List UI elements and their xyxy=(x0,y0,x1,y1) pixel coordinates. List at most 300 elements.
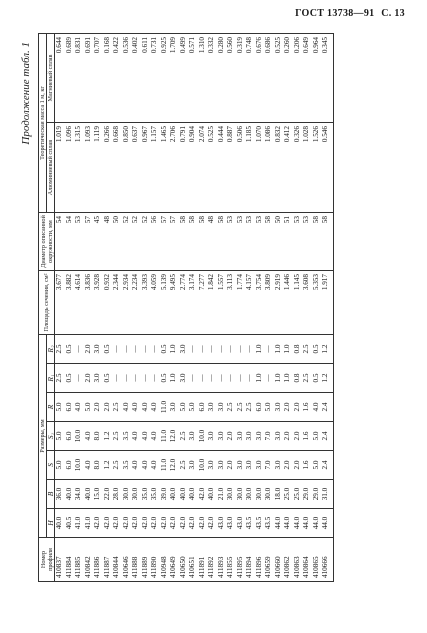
cell-s1: 4.0 xyxy=(141,422,151,451)
table-row xyxy=(274,33,284,581)
table-row xyxy=(264,33,274,581)
cell-s: 5.0 xyxy=(312,451,322,480)
cell-b: 40.0 xyxy=(84,480,94,509)
cell-r1: — xyxy=(264,364,274,393)
header-diameter: Диаметр описанной окружности, мм xyxy=(39,213,55,271)
cell-area: 2.934 xyxy=(122,271,132,335)
cell-r1: 2.5 xyxy=(55,364,65,393)
cell-r1: 3.0 xyxy=(179,364,189,393)
cell-s1: 1.2 xyxy=(103,422,113,451)
cell-r2: 2.0 xyxy=(84,335,94,364)
cell-s1: 5.0 xyxy=(312,422,322,451)
cell-area: 2.234 xyxy=(131,271,141,335)
cell-magnesium-mass: 0.260 xyxy=(283,33,293,122)
cell-profile-no: 411892 xyxy=(207,538,217,582)
cell-profile-no: 410862 xyxy=(283,538,293,582)
cell-aluminum-mass: 0.525 xyxy=(207,123,217,213)
cell-s1: 12.0 xyxy=(169,422,179,451)
cell-r: 5.0 xyxy=(84,393,94,422)
cell-r: 5.0 xyxy=(188,393,198,422)
cell-r2: — xyxy=(264,335,274,364)
cell-aluminum-mass: 1.086 xyxy=(264,123,274,213)
cell-b: 40.0 xyxy=(179,480,189,509)
cell-area: 3.677 xyxy=(55,271,65,335)
cell-aluminum-mass: 1.028 xyxy=(302,123,312,213)
cell-s1: 7.0 xyxy=(264,422,274,451)
cell-s1: 2.0 xyxy=(226,422,236,451)
cell-b: 30.0 xyxy=(255,480,265,509)
cell-h: 40.0 xyxy=(55,509,65,538)
cell-magnesium-mass: 0.525 xyxy=(274,33,284,122)
cell-s1: 4.0 xyxy=(150,422,160,451)
cell-s: 10.0 xyxy=(198,451,208,480)
cell-profile-no: 410646 xyxy=(122,538,132,582)
cell-profile-no: 410837 xyxy=(55,538,65,582)
cell-s: 2.0 xyxy=(226,451,236,480)
cell-diameter: 58 xyxy=(321,213,333,271)
cell-diameter: 50 xyxy=(274,213,284,271)
cell-b: 36.0 xyxy=(55,480,65,509)
table-row xyxy=(84,33,94,581)
table-row xyxy=(160,33,170,581)
cell-h: 43.5 xyxy=(255,509,265,538)
cell-profile-no: 411884 xyxy=(65,538,75,582)
cell-diameter: 58 xyxy=(264,213,274,271)
cell-s1: 3.5 xyxy=(122,422,132,451)
cell-r1: 2.0 xyxy=(84,364,94,393)
header-aluminum: Алюминиевый сплав xyxy=(47,123,55,213)
cell-b: 40.0 xyxy=(65,480,75,509)
cell-s: 3.0 xyxy=(236,451,246,480)
cell-s1: 8.0 xyxy=(93,422,103,451)
cell-diameter: 52 xyxy=(141,213,151,271)
cell-r2: 3.0 xyxy=(93,335,103,364)
cell-b: 30.0 xyxy=(245,480,255,509)
cell-r1: 0.5 xyxy=(312,364,322,393)
cell-profile-no: 411855 xyxy=(226,538,236,582)
cell-magnesium-mass: 0.731 xyxy=(150,33,160,122)
cell-r1: — xyxy=(122,364,132,393)
table-row xyxy=(131,33,141,581)
cell-aluminum-mass: 1.070 xyxy=(255,123,265,213)
cell-r2: — xyxy=(150,335,160,364)
cell-h: 41.0 xyxy=(74,509,84,538)
cell-h: 44.0 xyxy=(293,509,303,538)
cell-diameter: 58 xyxy=(312,213,322,271)
table-row xyxy=(245,33,255,581)
cell-r1: 2.5 xyxy=(302,364,312,393)
table-row xyxy=(217,33,227,581)
cell-s1: 3.0 xyxy=(188,422,198,451)
cell-profile-no: 410863 xyxy=(293,538,303,582)
cell-area: 2.774 xyxy=(179,271,189,335)
cell-aluminum-mass: 2.706 xyxy=(169,123,179,213)
cell-diameter: 57 xyxy=(169,213,179,271)
cell-area: 1.557 xyxy=(217,271,227,335)
cell-magnesium-mass: 0.571 xyxy=(188,33,198,122)
cell-s1: 3.0 xyxy=(217,422,227,451)
cell-s: 11.0 xyxy=(160,451,170,480)
cell-s: 2.4 xyxy=(321,451,333,480)
cell-h: 44.0 xyxy=(321,509,333,538)
cell-magnesium-mass: 0.676 xyxy=(255,33,265,122)
cell-h: 44.0 xyxy=(274,509,284,538)
table-row xyxy=(255,33,265,581)
cell-r2: — xyxy=(198,335,208,364)
cell-diameter: 51 xyxy=(283,213,293,271)
cell-r1: 0.5 xyxy=(65,364,75,393)
cell-r: 4.0 xyxy=(74,393,84,422)
cell-s1: 3.0 xyxy=(245,422,255,451)
cell-b: 40.0 xyxy=(169,480,179,509)
cell-s1: 6.0 xyxy=(65,422,75,451)
cell-b: 25.0 xyxy=(283,480,293,509)
table-row xyxy=(103,33,113,581)
cell-r1: 1.0 xyxy=(169,364,179,393)
cell-s: 2.0 xyxy=(283,451,293,480)
cell-r2: — xyxy=(188,335,198,364)
cell-b: 40.0 xyxy=(188,480,198,509)
cell-diameter: 58 xyxy=(179,213,189,271)
table-row xyxy=(179,33,189,581)
header-r1: R₁ xyxy=(47,364,55,393)
header-r2: R₂ xyxy=(47,335,55,364)
table-row xyxy=(207,33,217,581)
cell-area: 2.919 xyxy=(274,271,284,335)
cell-r: 3.0 xyxy=(207,393,217,422)
cell-diameter: 57 xyxy=(160,213,170,271)
cell-area: 0.932 xyxy=(103,271,113,335)
cell-r: 5.0 xyxy=(55,393,65,422)
table-row xyxy=(112,33,122,581)
cell-profile-no: 411888 xyxy=(131,538,141,582)
cell-aluminum-mass: 0.266 xyxy=(103,123,113,213)
cell-h: 42.0 xyxy=(207,509,217,538)
cell-diameter: 57 xyxy=(84,213,94,271)
cell-diameter: 58 xyxy=(188,213,198,271)
cell-h: 44.0 xyxy=(312,509,322,538)
cell-r: 2.0 xyxy=(103,393,113,422)
table-row xyxy=(141,33,151,581)
cell-profile-no: 410660 xyxy=(274,538,284,582)
cell-area: 4.157 xyxy=(245,271,255,335)
cell-b: 34.0 xyxy=(74,480,84,509)
cell-aluminum-mass: 0.850 xyxy=(122,123,132,213)
cell-area: 7.277 xyxy=(198,271,208,335)
cell-diameter: 53 xyxy=(74,213,84,271)
cell-profile-no: 410948 xyxy=(160,538,170,582)
cell-b: 28.0 xyxy=(112,480,122,509)
cell-r: 6.0 xyxy=(65,393,75,422)
cell-magnesium-mass: 0.536 xyxy=(122,33,132,122)
cell-r: 4.0 xyxy=(141,393,151,422)
cell-magnesium-mass: 0.686 xyxy=(264,33,274,122)
cell-r2: — xyxy=(112,335,122,364)
cell-r1: 0.5 xyxy=(103,364,113,393)
cell-aluminum-mass: 1.093 xyxy=(84,123,94,213)
cell-r1: — xyxy=(226,364,236,393)
cell-aluminum-mass: 0.412 xyxy=(283,123,293,213)
cell-area: 5.139 xyxy=(160,271,170,335)
cell-h: 42.0 xyxy=(141,509,151,538)
cell-aluminum-mass: 1.096 xyxy=(65,123,75,213)
cell-r1: — xyxy=(236,364,246,393)
cell-s1: 2.0 xyxy=(283,422,293,451)
cell-r2: 0.8 xyxy=(293,335,303,364)
cell-magnesium-mass: 0.964 xyxy=(312,33,322,122)
cell-aluminum-mass: 1.119 xyxy=(93,123,103,213)
cell-area: 3.928 xyxy=(93,271,103,335)
table-body xyxy=(55,33,334,581)
cell-r: 2.0 xyxy=(293,393,303,422)
cell-b: 30.0 xyxy=(264,480,274,509)
cell-r: 2.5 xyxy=(226,393,236,422)
cell-area: 3.113 xyxy=(226,271,236,335)
cell-diameter: 50 xyxy=(112,213,122,271)
cell-aluminum-mass: 1.526 xyxy=(312,123,322,213)
cell-s1: 10.0 xyxy=(74,422,84,451)
cell-profile-no: 410865 xyxy=(312,538,322,582)
cell-profile-no: 410649 xyxy=(169,538,179,582)
cell-magnesium-mass: 0.280 xyxy=(217,33,227,122)
cell-h: 42.0 xyxy=(122,509,132,538)
cell-aluminum-mass: 0.887 xyxy=(226,123,236,213)
profiles-table xyxy=(38,33,334,582)
cell-b: 15.0 xyxy=(93,480,103,509)
cell-r: 4.0 xyxy=(122,393,132,422)
cell-h: 43.0 xyxy=(217,509,227,538)
header-s1: S₁ xyxy=(47,422,55,451)
cell-area: 1.917 xyxy=(321,271,333,335)
cell-r2: — xyxy=(207,335,217,364)
cell-r2: — xyxy=(74,335,84,364)
cell-h: 42.0 xyxy=(179,509,189,538)
cell-profile-no: 411894 xyxy=(245,538,255,582)
cell-s1: 3.0 xyxy=(207,422,217,451)
cell-r1: — xyxy=(188,364,198,393)
cell-r: 5.0 xyxy=(264,393,274,422)
cell-profile-no: 411887 xyxy=(103,538,113,582)
cell-diameter: 48 xyxy=(103,213,113,271)
cell-b: 30.0 xyxy=(226,480,236,509)
cell-r1: — xyxy=(198,364,208,393)
cell-s1: 10.0 xyxy=(198,422,208,451)
cell-magnesium-mass: 0.748 xyxy=(245,33,255,122)
cell-r2: 0.5 xyxy=(65,335,75,364)
cell-area: 3.393 xyxy=(141,271,151,335)
header-s: S xyxy=(47,451,55,480)
table-row xyxy=(198,33,208,581)
cell-r2: 0.5 xyxy=(160,335,170,364)
cell-s: 10.0 xyxy=(74,451,84,480)
cell-s1: 2.5 xyxy=(112,422,122,451)
cell-r1: — xyxy=(74,364,84,393)
cell-r2: 1.0 xyxy=(274,335,284,364)
cell-profile-no: 411885 xyxy=(74,538,84,582)
cell-s: 3.5 xyxy=(122,451,132,480)
cell-h: 42.0 xyxy=(103,509,113,538)
table-row xyxy=(93,33,103,581)
cell-s: 2.5 xyxy=(112,451,122,480)
cell-r: 6.0 xyxy=(255,393,265,422)
cell-s: 3.0 xyxy=(207,451,217,480)
cell-area: 1.446 xyxy=(283,271,293,335)
cell-area: 1.842 xyxy=(207,271,217,335)
cell-r1: — xyxy=(207,364,217,393)
cell-r: 2.4 xyxy=(321,393,333,422)
cell-magnesium-mass: 1.709 xyxy=(169,33,179,122)
cell-s: 12.0 xyxy=(169,451,179,480)
table-row xyxy=(74,33,84,581)
cell-h: 40.5 xyxy=(65,509,75,538)
cell-s: 1.6 xyxy=(302,451,312,480)
cell-magnesium-mass: 0.649 xyxy=(302,33,312,122)
cell-magnesium-mass: 0.644 xyxy=(55,33,65,122)
cell-magnesium-mass: 0.689 xyxy=(65,33,75,122)
cell-h: 42.0 xyxy=(169,509,179,538)
cell-magnesium-mass: 0.560 xyxy=(226,33,236,122)
cell-diameter: 56 xyxy=(150,213,160,271)
table-row xyxy=(122,33,132,581)
cell-r: 4.0 xyxy=(312,393,322,422)
cell-diameter: 53 xyxy=(245,213,255,271)
cell-s: 8.0 xyxy=(93,451,103,480)
header-magnesium: Магниевый сплав xyxy=(47,33,55,122)
cell-s1: 4.0 xyxy=(131,422,141,451)
cell-area: 4.614 xyxy=(74,271,84,335)
cell-b: 30.0 xyxy=(131,480,141,509)
cell-b: 39.0 xyxy=(160,480,170,509)
cell-r: 3.0 xyxy=(217,393,227,422)
cell-area: 3.836 xyxy=(84,271,94,335)
cell-s1: 3.0 xyxy=(236,422,246,451)
cell-diameter: 58 xyxy=(198,213,208,271)
cell-profile-no: 411893 xyxy=(217,538,227,582)
cell-b: 25.0 xyxy=(293,480,303,509)
cell-profile-no: 411895 xyxy=(236,538,246,582)
cell-s1: 2.5 xyxy=(179,422,189,451)
cell-b: 21.0 xyxy=(217,480,227,509)
table-row xyxy=(169,33,179,581)
cell-b: 35.0 xyxy=(150,480,160,509)
header-h: H xyxy=(47,509,55,538)
cell-diameter: 52 xyxy=(131,213,141,271)
cell-s: 3.0 xyxy=(217,451,227,480)
cell-diameter: 53 xyxy=(226,213,236,271)
cell-r2: 0.5 xyxy=(312,335,322,364)
cell-area: 5.353 xyxy=(312,271,322,335)
cell-area: 3.174 xyxy=(188,271,198,335)
cell-r: 3.0 xyxy=(274,393,284,422)
header-r: R xyxy=(47,393,55,422)
cell-profile-no: 410864 xyxy=(302,538,312,582)
table-caption: Продолжение табл. 1 xyxy=(20,42,32,145)
cell-b: 35.0 xyxy=(141,480,151,509)
header-dimensions: Размеры, мм xyxy=(39,335,47,538)
cell-magnesium-mass: 1.310 xyxy=(198,33,208,122)
cell-aluminum-mass: 0.832 xyxy=(274,123,284,213)
cell-aluminum-mass: 1.157 xyxy=(150,123,160,213)
cell-r: 2.0 xyxy=(283,393,293,422)
cell-magnesium-mass: 0.691 xyxy=(84,33,94,122)
cell-b: 29.0 xyxy=(312,480,322,509)
cell-b: 18.0 xyxy=(274,480,284,509)
cell-h: 42.0 xyxy=(150,509,160,538)
cell-aluminum-mass: 0.326 xyxy=(293,123,303,213)
cell-s: 4.0 xyxy=(150,451,160,480)
cell-r2: 3.0 xyxy=(179,335,189,364)
cell-s: 1.2 xyxy=(103,451,113,480)
cell-s: 6.0 xyxy=(65,451,75,480)
cell-h: 41.0 xyxy=(84,509,94,538)
cell-r1: 1.0 xyxy=(274,364,284,393)
cell-h: 42.0 xyxy=(112,509,122,538)
cell-magnesium-mass: 0.206 xyxy=(293,33,303,122)
cell-aluminum-mass: 0.967 xyxy=(141,123,151,213)
table-row xyxy=(65,33,75,581)
cell-area: 1.145 xyxy=(293,271,303,335)
cell-magnesium-mass: 0.319 xyxy=(236,33,246,122)
cell-r1: — xyxy=(217,364,227,393)
cell-magnesium-mass: 0.925 xyxy=(160,33,170,122)
cell-r2: — xyxy=(141,335,151,364)
cell-profile-no: 410650 xyxy=(179,538,189,582)
cell-diameter: 48 xyxy=(207,213,217,271)
cell-r2: 0.5 xyxy=(103,335,113,364)
page-number: С. 13 xyxy=(381,8,405,19)
cell-h: 42.0 xyxy=(160,509,170,538)
cell-s1: 3.0 xyxy=(274,422,284,451)
cell-r: 2.5 xyxy=(236,393,246,422)
cell-r2: 2.5 xyxy=(55,335,65,364)
cell-magnesium-mass: 0.707 xyxy=(93,33,103,122)
cell-s: 3.0 xyxy=(245,451,255,480)
cell-r1: 3.0 xyxy=(93,364,103,393)
table-row xyxy=(302,33,312,581)
cell-area: 3.754 xyxy=(255,271,265,335)
cell-r: 6.0 xyxy=(198,393,208,422)
cell-profile-no: 410651 xyxy=(188,538,198,582)
table-row xyxy=(293,33,303,581)
cell-h: 42.0 xyxy=(198,509,208,538)
cell-r2: 1.0 xyxy=(169,335,179,364)
cell-area: 2.344 xyxy=(112,271,122,335)
cell-h: 43.0 xyxy=(236,509,246,538)
cell-profile-no: 410842 xyxy=(84,538,94,582)
cell-r2: 1.0 xyxy=(283,335,293,364)
cell-r: 3.0 xyxy=(169,393,179,422)
cell-b: 22.0 xyxy=(103,480,113,509)
cell-area: 3.882 xyxy=(65,271,75,335)
cell-area: 1.774 xyxy=(236,271,246,335)
cell-magnesium-mass: 0.402 xyxy=(131,33,141,122)
cell-r: 2.5 xyxy=(245,393,255,422)
cell-r: 4.0 xyxy=(131,393,141,422)
cell-profile-no: 410659 xyxy=(264,538,274,582)
cell-area: 3.809 xyxy=(264,271,274,335)
cell-r: 11.0 xyxy=(160,393,170,422)
cell-r1: — xyxy=(150,364,160,393)
cell-r2: — xyxy=(236,335,246,364)
cell-r2: 1.2 xyxy=(321,335,333,364)
cell-diameter: 53 xyxy=(236,213,246,271)
cell-aluminum-mass: 0.444 xyxy=(217,123,227,213)
cell-r2: — xyxy=(245,335,255,364)
cell-s1: 2.0 xyxy=(293,422,303,451)
cell-s: 2.5 xyxy=(179,451,189,480)
table-row xyxy=(226,33,236,581)
cell-r1: — xyxy=(112,364,122,393)
